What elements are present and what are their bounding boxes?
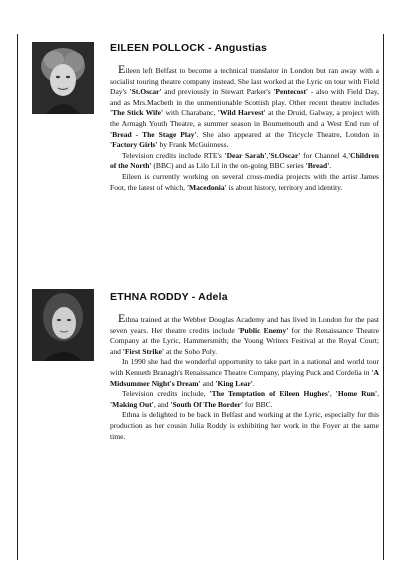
title-credit: 'Bread - The Stage Play' [110, 129, 197, 139]
text-run: is about history, territory and identity. [226, 182, 343, 192]
title-credit: 'Making Out' [110, 399, 154, 409]
text-run: Television credits include, [122, 389, 210, 399]
text-run: . [329, 161, 332, 171]
text-run: and [200, 378, 216, 388]
bio-text [110, 291, 379, 442]
text-run: with Charabanc, [163, 108, 218, 118]
title-credit: 'Pentecost' [273, 87, 309, 97]
bio-paragraph [110, 63, 379, 151]
title-credit: 'King Lear' [215, 378, 253, 388]
text-run: ileen left Belfast to become a technical translator in London but ran away with a socialist touring theatre company instead. She last worked at the Lyric on tour with Field Day's [110, 66, 379, 97]
text-run: . She also appeared at the Tricycle Theatre, London in [196, 129, 379, 139]
title-credit: 'First Strike' [122, 346, 165, 356]
text-run: for BBC. [243, 399, 273, 409]
title-credit: 'Wild Harvest' [217, 108, 266, 118]
bio-paragraph [110, 357, 379, 389]
bio-paragraph [110, 151, 379, 172]
bio-heading: EILEEN POLLOCK - Angustias [110, 42, 268, 54]
text-run: for Channel 4, [300, 150, 349, 160]
text-run: , [329, 389, 336, 399]
drop-cap: E [118, 311, 126, 325]
bio-paragraph [110, 389, 379, 410]
text-run: and previously in Stewart Parker's [161, 87, 274, 97]
text-run: by Frank McGuinness. [157, 140, 229, 150]
title-credit: 'Factory Girls' [110, 140, 158, 150]
bio-text [110, 42, 379, 193]
title-credit: 'Dear Sarah' [224, 150, 267, 160]
text-run: Eileen is currently working on several cross-media projects with the artist James Foot, the latest of which, [110, 171, 379, 192]
text-run: thna trained at the Webber Douglas Academy and has lived in London for the past seven years. Her theatre credits include [110, 315, 379, 335]
title-credit: 'The Temptation of Eileen Hughes' [209, 389, 330, 399]
text-run: Ethna is delighted to be back in Belfast and working at the Lyric, especially for this production as her cousin Julia Roddy is exhibiting her work in the Foyer at the same time. [110, 410, 379, 441]
right-border-rule [383, 34, 384, 560]
headshot-photo-eileen [32, 42, 94, 114]
text-run: at the Druid, Galway, a project with the Armagh Youth Theatre, a summer season in Bournemouth and a West End run of [110, 108, 380, 128]
title-credit: 'Macedonia' [186, 182, 227, 192]
bio-heading: ETHNA RODDY - Adela [110, 291, 228, 303]
title-credit: 'The Stick Wife' [110, 108, 164, 118]
text-run: for the Renaissance Theatre Company at the Lyric, Hammersmith; the Young Writers Festival at the Royal Court; and [110, 325, 379, 356]
left-border-rule [17, 34, 18, 560]
bio-eileen-pollock [32, 38, 379, 193]
text-run: , and [153, 399, 171, 409]
title-credit: 'A Midsummer Night's Dream' [110, 367, 379, 388]
title-credit: 'St.Oscar' [268, 150, 301, 160]
bio-ethna-roddy [32, 287, 379, 442]
title-credit: 'Children of the North' [110, 150, 379, 171]
text-run: . [252, 378, 255, 388]
text-run: , [377, 389, 379, 399]
title-credit: 'Public Enemy' [237, 325, 289, 335]
headshot-photo-ethna [32, 289, 94, 361]
bio-paragraphs [110, 63, 379, 193]
text-run: (BBC) and as Lilo Lil in the on-going BBC series [151, 161, 306, 171]
bio-paragraph [110, 172, 379, 193]
bio-paragraph [110, 312, 379, 357]
text-run: In 1990 she had the wonderful opportunity to take part in a national and world tour with Kenneth Branagh's Renaissance Theatre Company, playing Puck and Cordelia in [110, 357, 379, 377]
text-run: at the Soho Poly. [164, 346, 218, 356]
text-run: Television credits include RTE's [122, 150, 225, 160]
title-credit: 'South Of The Border' [170, 399, 244, 409]
title-credit: 'St.Oscar' [129, 87, 162, 97]
text-run: - also with Field Day, and as Mrs.Macbeth in the unmentionable Scottish play. Other recent theatre includes [110, 87, 379, 107]
title-credit: 'Home Run' [335, 389, 378, 399]
bio-paragraph [110, 410, 379, 442]
bio-paragraphs [110, 312, 379, 442]
drop-cap: E [118, 62, 126, 76]
title-credit: 'Bread' [305, 161, 330, 171]
text-run: , [266, 150, 269, 160]
